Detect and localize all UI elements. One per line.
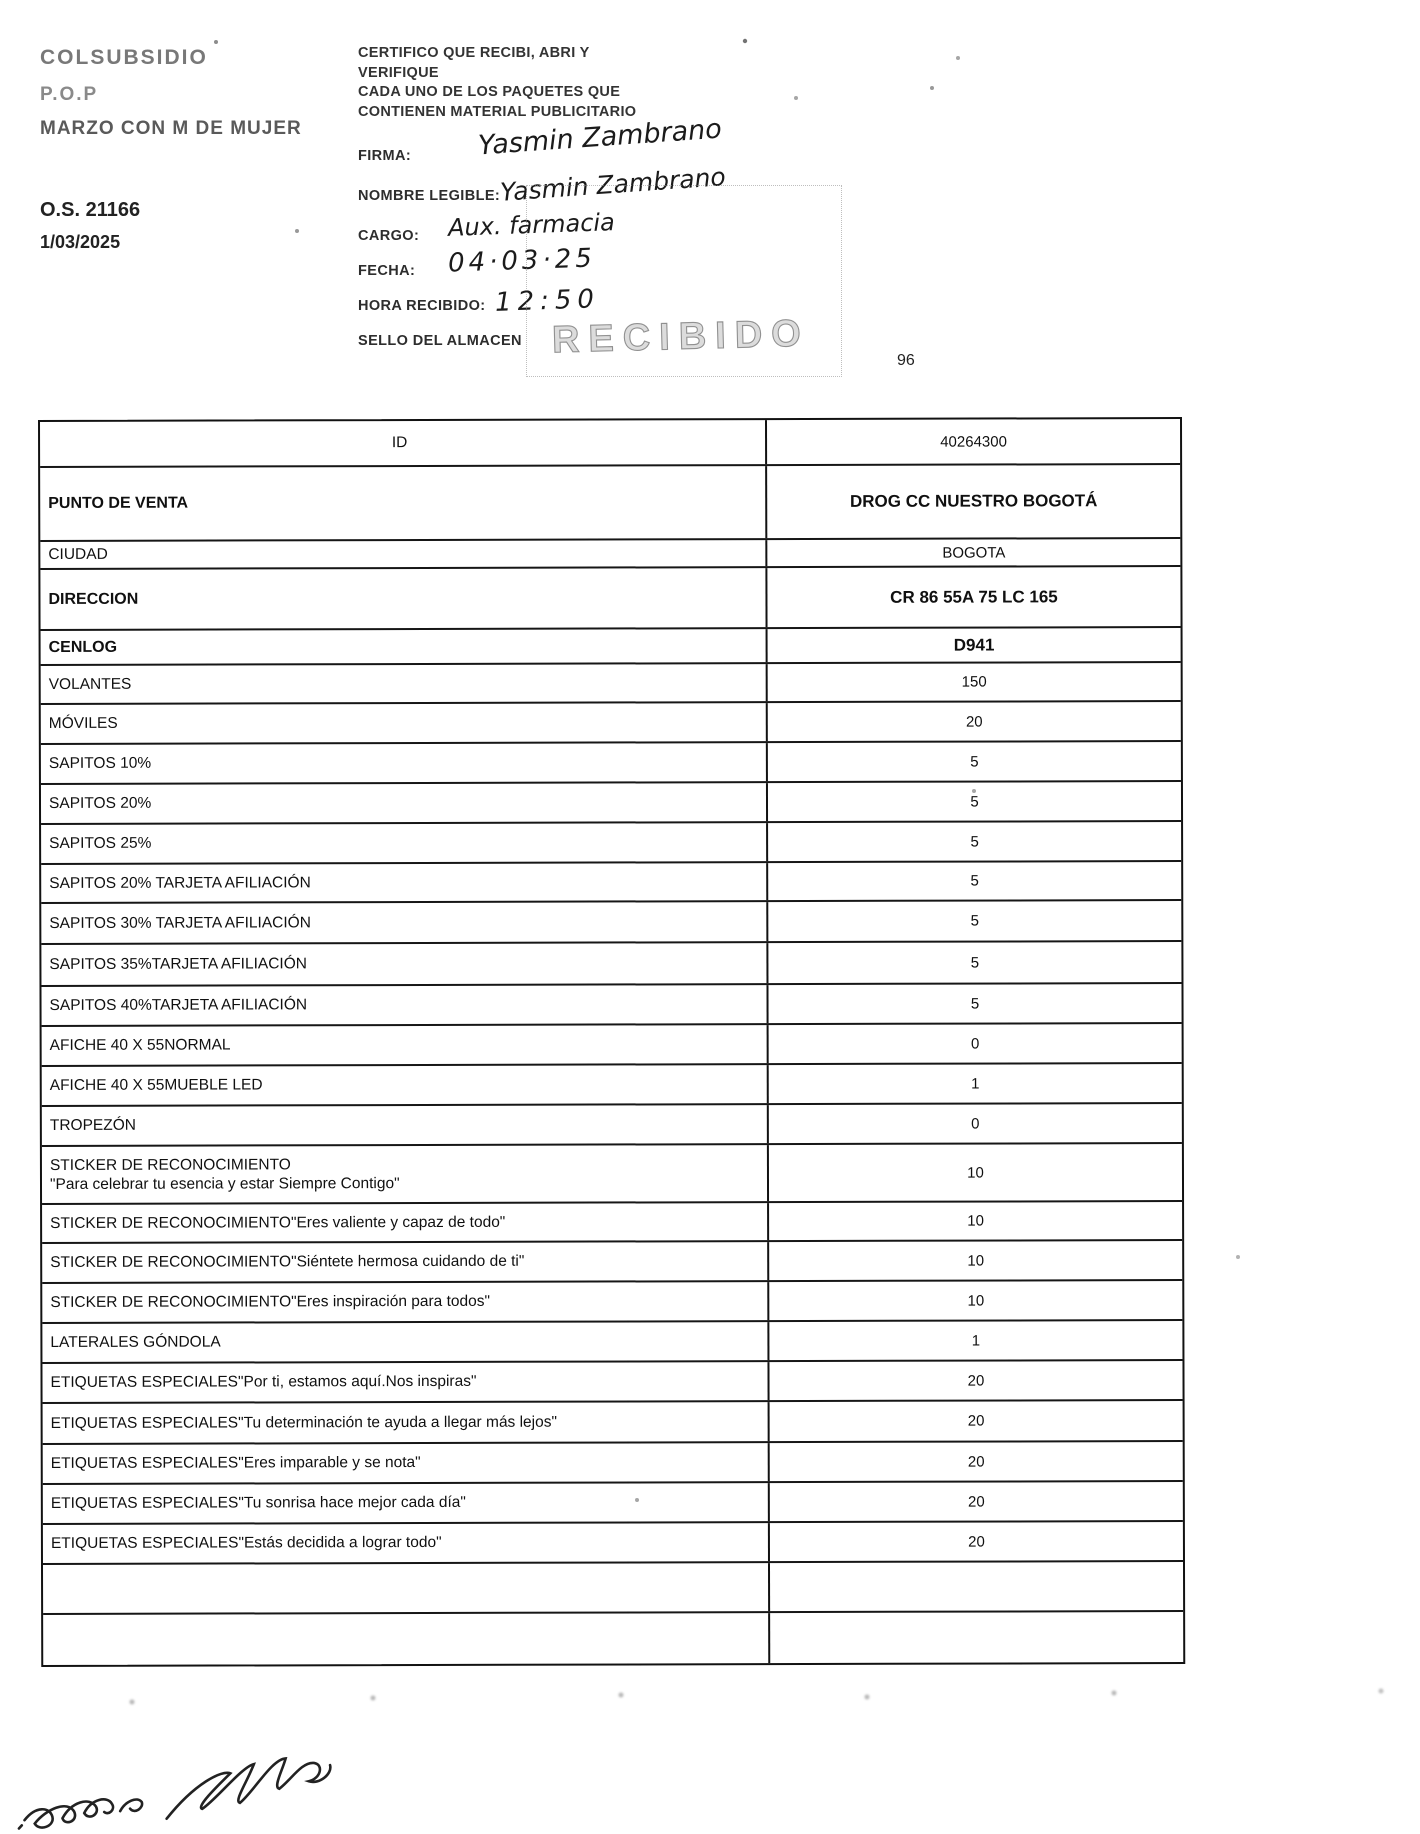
row-label: CENLOG <box>41 629 768 664</box>
row-value: 5 <box>970 872 979 890</box>
row-label: TROPEZÓN <box>42 1105 769 1145</box>
row-value: 150 <box>961 673 987 691</box>
table-row <box>41 780 1181 823</box>
table-row <box>43 1560 1183 1613</box>
row-value: 20 <box>965 713 983 731</box>
table-row <box>41 940 1181 985</box>
hora-recibido-label: HORA RECIBIDO: <box>358 298 486 314</box>
row-label: STICKER DE RECONOCIMIENTO "Para celebrar tu esencia y estar Siempre Contigo" <box>42 1145 769 1203</box>
row-label: PUNTO DE VENTA <box>40 466 767 540</box>
row-label: ETIQUETAS ESPECIALES"Estás decidida a lograr todo" <box>43 1523 770 1563</box>
table-row <box>41 820 1181 863</box>
receipt-table <box>38 417 1185 1667</box>
row-label: ETIQUETAS ESPECIALES"Por ti, estamos aquí.Nos inspiras" <box>42 1362 769 1402</box>
table-row <box>41 626 1181 664</box>
table-row <box>42 1102 1182 1145</box>
table-row <box>43 1480 1183 1523</box>
table-row <box>43 1610 1183 1665</box>
scan-noise <box>0 0 2 2</box>
row-label: SAPITOS 30% TARJETA AFILIACIÓN <box>41 902 768 943</box>
row-value: D941 <box>953 634 995 655</box>
campaign-title: MARZO CON M DE MUJER <box>40 118 302 139</box>
company-name: COLSUBSIDIO <box>40 46 208 69</box>
row-value: 20 <box>967 1412 985 1430</box>
table-row <box>42 1062 1182 1105</box>
row-label: VOLANTES <box>41 664 768 703</box>
row-label: STICKER DE RECONOCIMIENTO"Eres inspiración para todos" <box>42 1282 769 1322</box>
row-label: AFICHE 40 X 55MUEBLE LED <box>42 1065 769 1105</box>
recibido-stamp: RECIBIDO <box>551 312 811 362</box>
row-value: 10 <box>967 1252 985 1270</box>
certification-line: VERIFIQUE <box>358 64 439 81</box>
cargo-value: Aux. farmacia <box>447 208 616 242</box>
row-label: SAPITOS 40%TARJETA AFILIACIÓN <box>41 985 768 1025</box>
row-value: 10 <box>967 1212 984 1230</box>
row-value: 1 <box>971 1075 980 1093</box>
row-value: 5 <box>970 833 979 851</box>
table-row <box>42 1022 1182 1065</box>
row-label <box>43 1613 770 1665</box>
row-label: SAPITOS 10% <box>41 743 768 783</box>
row-value: 20 <box>967 1493 985 1511</box>
row-value: 1 <box>971 1332 981 1350</box>
row-value: 20 <box>967 1372 985 1390</box>
sello-almacen-label: SELLO DEL ALMACEN <box>358 333 522 349</box>
hora-recibido-value: 12:50 <box>494 284 601 318</box>
fecha-label: FECHA: <box>358 263 416 279</box>
row-value: BOGOTA <box>942 543 1006 562</box>
row-value: 0 <box>971 1115 980 1133</box>
order-number: O.S. 21166 <box>40 199 141 221</box>
table-row <box>43 1399 1183 1443</box>
table-row <box>40 463 1180 540</box>
row-label: ID <box>40 420 767 466</box>
table-row <box>42 1279 1182 1322</box>
row-label: AFICHE 40 X 55NORMAL <box>42 1025 769 1065</box>
row-value: 10 <box>967 1164 984 1182</box>
row-label: STICKER DE RECONOCIMIENTO"Eres valiente y capaz de todo" <box>42 1203 769 1242</box>
table-row <box>42 1142 1182 1203</box>
row-value <box>770 1562 1183 1611</box>
table-row <box>42 1200 1182 1242</box>
table-row <box>41 661 1181 703</box>
row-value: 40264300 <box>940 432 1007 451</box>
row-label: LATERALES GÓNDOLA <box>42 1322 769 1362</box>
page-number: 96 <box>897 352 915 369</box>
cargo-label: CARGO: <box>358 228 420 244</box>
handwritten-scribble <box>15 1742 345 1832</box>
nombre-legible-value: Yasmin Zambrano <box>499 162 727 207</box>
table-row <box>41 740 1181 783</box>
table-row <box>41 860 1181 902</box>
row-value: 10 <box>967 1292 985 1310</box>
row-label: SAPITOS 20% <box>41 783 768 823</box>
firma-label: FIRMA: <box>358 148 412 164</box>
table-row <box>42 1359 1182 1402</box>
row-label: ETIQUETAS ESPECIALES"Eres imparable y se nota" <box>43 1443 770 1483</box>
row-label: ETIQUETAS ESPECIALES"Tu sonrisa hace mejor cada día" <box>43 1483 770 1523</box>
row-value: 5 <box>970 995 980 1013</box>
table-row <box>40 565 1180 629</box>
certification-text <box>358 44 658 122</box>
certification-line: CONTIENEN MATERIAL PUBLICITARIO <box>358 103 637 120</box>
row-label <box>43 1563 770 1613</box>
row-label: DIRECCION <box>40 568 767 629</box>
row-label: MÓVILES <box>41 703 768 743</box>
order-date: 1/03/2025 <box>40 232 121 252</box>
row-label: CIUDAD <box>40 540 767 568</box>
table-row <box>40 419 1180 466</box>
row-label: ETIQUETAS ESPECIALES"Tu determinación te ayuda a llegar más lejos" <box>43 1402 770 1443</box>
row-label: STICKER DE RECONOCIMIENTO"Siéntete hermosa cuidando de ti" <box>42 1242 769 1282</box>
row-label: SAPITOS 35%TARJETA AFILIACIÓN <box>41 943 768 985</box>
row-value: 5 <box>970 753 979 771</box>
row-value: 0 <box>970 1035 980 1053</box>
pop-label: P.O.P <box>40 84 99 105</box>
row-label: SAPITOS 20% TARJETA AFILIACIÓN <box>41 863 768 902</box>
table-row <box>40 537 1180 568</box>
certification-line: CADA UNO DE LOS PAQUETES QUE <box>358 84 621 100</box>
table-row <box>41 899 1181 943</box>
row-value: 5 <box>970 793 979 811</box>
fecha-value: 04·03·25 <box>447 243 597 279</box>
certification-line: CERTIFICO QUE RECIBI, ABRI Y <box>358 45 590 61</box>
row-value <box>770 1612 1183 1663</box>
table-row <box>43 1440 1183 1483</box>
table-row <box>42 1239 1182 1282</box>
row-value: 5 <box>970 954 980 972</box>
firma-signature: Yasmin Zambrano <box>477 113 723 162</box>
table-row <box>41 700 1181 743</box>
row-value: DROG CC NUESTRO BOGOTÁ <box>849 491 1098 511</box>
row-value: 20 <box>967 1453 985 1471</box>
row-value: CR 86 55A 75 LC 165 <box>890 586 1058 607</box>
table-row <box>41 982 1181 1025</box>
row-label: SAPITOS 25% <box>41 823 768 863</box>
row-value: 20 <box>968 1533 985 1551</box>
nombre-legible-label: NOMBRE LEGIBLE: <box>358 188 501 204</box>
table-row <box>43 1520 1183 1563</box>
row-value: 5 <box>970 912 980 930</box>
table-row <box>42 1319 1182 1362</box>
